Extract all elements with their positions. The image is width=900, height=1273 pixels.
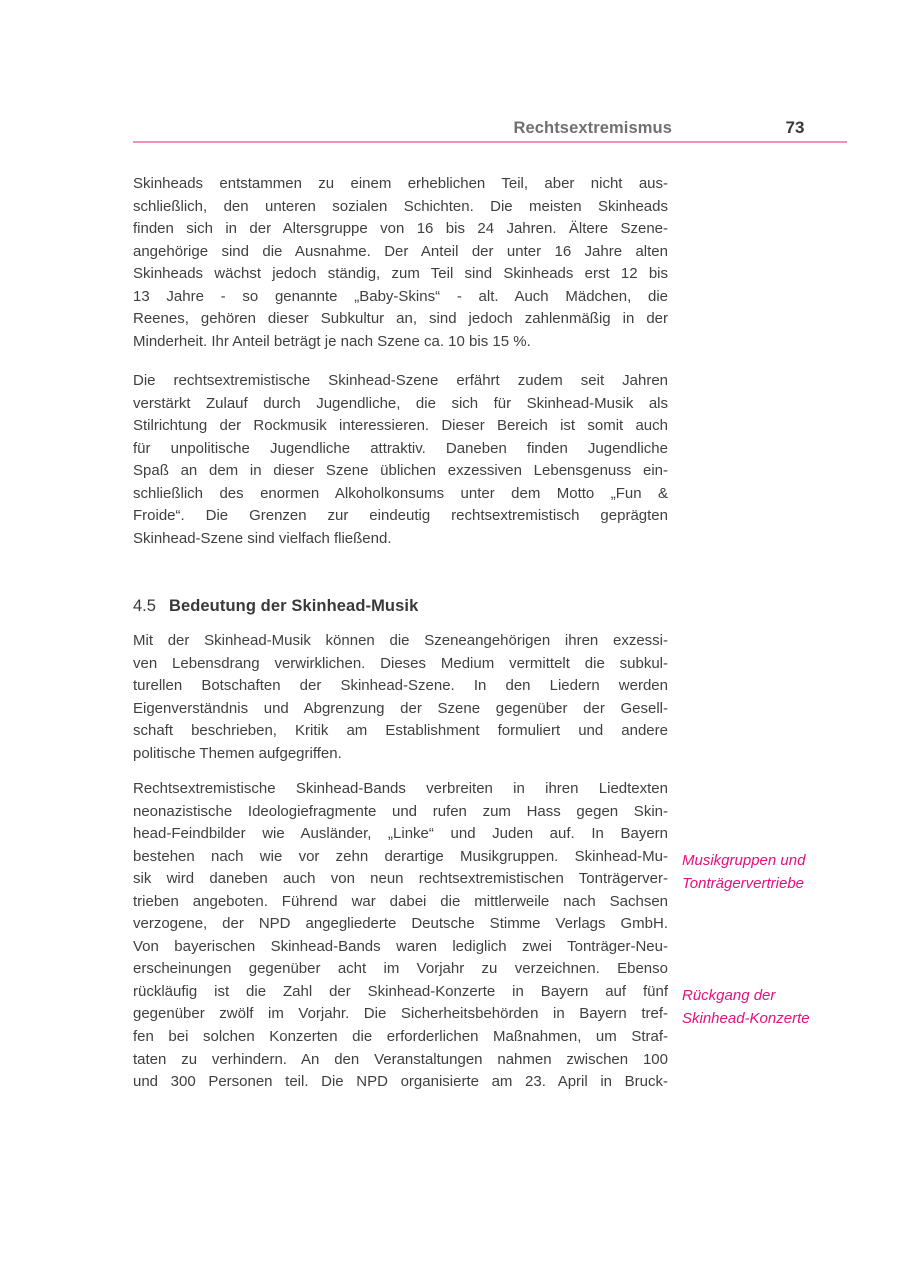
text-line: Skinhead-Szene sind vielfach fließend. — [133, 529, 392, 547]
text-line: Spaß an dem in dieser Szene üblichen exzessiven Lebensgenuss ein- — [133, 462, 668, 480]
text-line: turellen Botschaften der Skinhead-Szene. In den Liedern werden — [133, 677, 668, 695]
text-line: fen bei solchen Konzerten die erforderlichen Maßnahmen, um Straf- — [133, 1028, 668, 1046]
paragraph-skinhead-bands — [133, 778, 668, 1094]
text-line: bestehen nach wie vor zehn derartige Musikgruppen. Skinhead-Mu- — [133, 847, 668, 865]
text-line: Mit der Skinhead-Musik können die Szeneangehörigen ihren exzessi- — [133, 632, 668, 649]
text-line: verzogene, der NPD angegliederte Deutsche Stimme Verlags GmbH. — [133, 915, 668, 933]
text-line: Skinheads wächst jedoch ständig, zum Teil sind Skinheads erst 12 bis — [133, 265, 668, 283]
text-line: Skinheads entstammen zu einem erheblichen Teil, aber nicht aus- — [133, 175, 668, 192]
text-line: 13 Jahre - so genannte „Baby-Skins“ - alt. Auch Mädchen, die — [133, 287, 668, 305]
text-line: für unpolitische Jugendliche attraktiv. Daneben finden Jugendliche — [133, 439, 668, 457]
text-line: gegenüber zwölf im Vorjahr. Die Sicherheitsbehörden in Bayern tref- — [133, 1005, 668, 1023]
text-line: Die rechtsextremistische Skinhead-Szene erfährt zudem seit Jahren — [133, 372, 668, 389]
text-line: Stilrichtung der Rockmusik interessieren. Dieser Bereich ist somit auch — [133, 417, 668, 435]
margin-note-musikgruppen — [682, 850, 842, 896]
text-line: neonazistische Ideologiefragmente und rufen zum Hass gegen Skin- — [133, 802, 668, 820]
section-number: 4.5 — [133, 597, 156, 615]
text-line: Reenes, gehören dieser Subkultur an, sind jedoch zahlenmäßig in der — [133, 310, 668, 328]
text-line: rückläufig ist die Zahl der Skinhead-Konzerte in Bayern auf fünf — [133, 982, 668, 1000]
margin-note-line: Tonträgervertriebe — [682, 874, 805, 892]
margin-note-line: Musikgruppen und — [682, 852, 806, 869]
paragraph-zulauf-jugendliche — [133, 370, 668, 550]
margin-note-rueckgang-konzerte — [682, 985, 842, 1031]
text-line: erscheinungen gegenüber acht im Vorjahr zu verzeichnen. Ebenso — [133, 960, 668, 978]
section-title: Bedeutung der Skinhead-Musik — [168, 597, 419, 615]
text-line: taten zu verhindern. An den Veranstaltungen nahmen zwischen 100 — [133, 1050, 668, 1068]
margin-note-line: Rückgang der — [682, 987, 776, 1004]
text-line: angehörige sind die Ausnahme. Der Anteil der unter 16 Jahre alten — [133, 242, 668, 260]
text-line: schließlich, den unteren sozialen Schichten. Die meisten Skinheads — [133, 197, 668, 215]
text-line: trieben angeboten. Führend war dabei die mittlerweile nach Sachsen — [133, 892, 668, 910]
text-line: Froide“. Die Grenzen zur eindeutig rechtsextremistisch geprägten — [133, 507, 668, 525]
text-line: Minderheit. Ihr Anteil beträgt je nach Szene ca. 10 bis 15 %. — [133, 332, 531, 350]
text-line: head-Feindbilder wie Ausländer, „Linke“ und Juden auf. In Bayern — [133, 825, 668, 843]
section-heading — [133, 595, 668, 617]
text-line: schaft beschrieben, Kritik am Establishment formuliert und andere — [133, 722, 668, 740]
text-line: Rechtsextremistische Skinhead-Bands verbreiten in ihren Liedtexten — [133, 780, 668, 797]
text-line: finden sich in der Altersgruppe von 16 bis 24 Jahren. Ältere Szene- — [133, 220, 668, 238]
running-header-title: Rechtsextremismus — [513, 119, 672, 137]
text-line: politische Themen aufgegriffen. — [133, 744, 342, 762]
header-rule — [133, 141, 847, 143]
text-line: schließlich des enormen Alkoholkonsums unter dem Motto „Fun & — [133, 484, 668, 502]
text-line: verstärkt Zulauf durch Jugendliche, die sich für Skinhead-Musik als — [133, 394, 668, 412]
page-number: 73 — [785, 118, 805, 137]
text-line: ven Lebensdrang verwirklichen. Dieses Medium vermittelt die subkul- — [133, 654, 668, 672]
text-line: sik wird daneben auch von neun rechtsextremistischen Tonträgerver- — [133, 870, 668, 888]
text-line: Eigenverständnis und Abgrenzung der Szene gegenüber der Gesell- — [133, 699, 668, 717]
text-line: und 300 Personen teil. Die NPD organisierte am 23. April in Bruck- — [133, 1073, 668, 1091]
text-line: Von bayerischen Skinhead-Bands waren lediglich zwei Tonträger-Neu- — [133, 937, 668, 955]
paragraph-skinhead-musik-bedeutung — [133, 630, 668, 765]
margin-note-line: Skinhead-Konzerte — [682, 1009, 810, 1027]
paragraph-skinheads-herkunft — [133, 173, 668, 353]
